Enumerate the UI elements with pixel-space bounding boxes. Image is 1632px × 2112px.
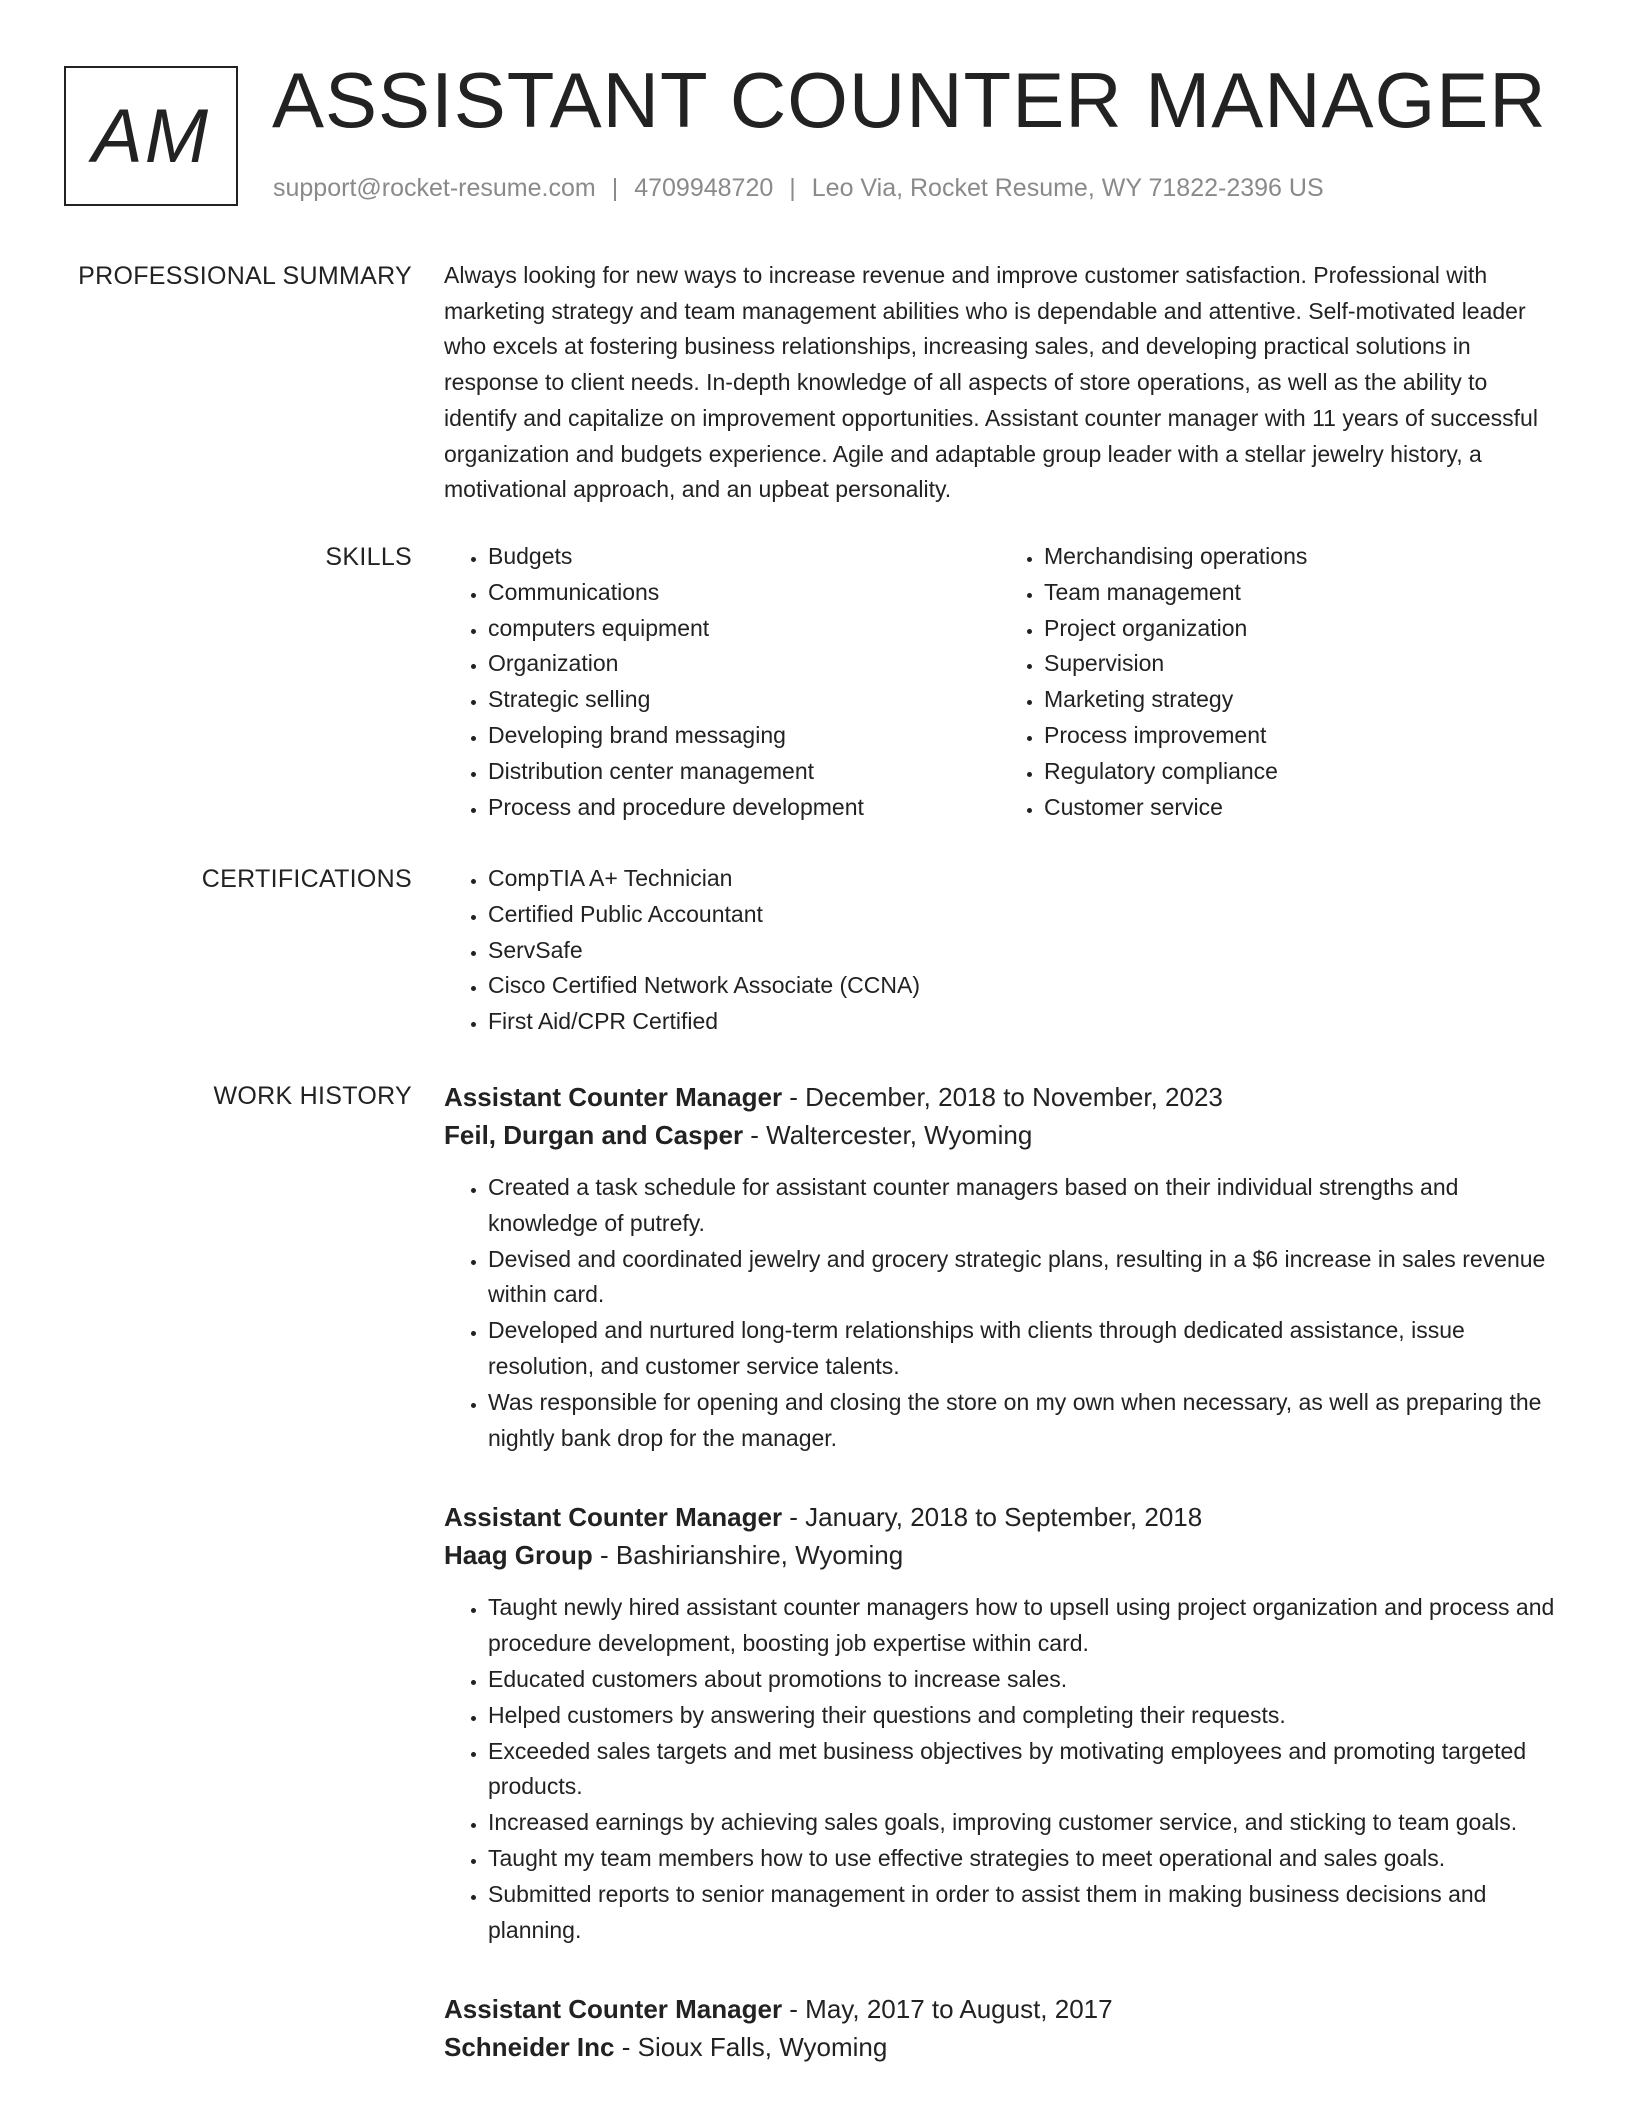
certification-item: • ServSafe (488, 933, 1556, 969)
section-title-skills: SKILLS (325, 543, 412, 571)
skill-item: • Strategic selling (488, 682, 1000, 718)
contact-address: Leo Via, Rocket Resume, WY 71822-2396 US (811, 174, 1324, 202)
skills-list-right (1000, 539, 1556, 825)
job-company: Haag Group (444, 1540, 593, 1571)
resume-title: ASSISTANT COUNTER MANAGER (272, 56, 1547, 144)
job-bullet: • Taught my team members how to use effective strategies to meet operational and sales goals. (488, 1841, 1556, 1877)
skill-item: • Team management (1044, 575, 1556, 611)
job-bullet: • Submitted reports to senior management in order to assist them in making business decisions and planning. (488, 1877, 1556, 1949)
job-entry (444, 1990, 1556, 2066)
contact-separator: | (611, 174, 619, 202)
job-bullet: • Devised and coordinated jewelry and grocery strategic plans, resulting in a $6 increase in sales revenue within card. (488, 1242, 1556, 1314)
skill-item: • Communications (488, 575, 1000, 611)
certification-item: • Certified Public Accountant (488, 897, 1556, 933)
job-bullet: • Was responsible for opening and closing the store on my own when necessary, as well as preparing the nightly bank drop for the manager. (488, 1385, 1556, 1457)
certification-item: • CompTIA A+ Technician (488, 861, 1556, 897)
job-bullet: • Increased earnings by achieving sales goals, improving customer service, and sticking to team goals. (488, 1805, 1556, 1841)
job-dates: - May, 2017 to August, 2017 (782, 1994, 1113, 2025)
contact-email[interactable]: support@rocket-resume.com (273, 174, 596, 202)
job-bullet: • Helped customers by answering their questions and completing their requests. (488, 1698, 1556, 1734)
job-location: - Bashirianshire, Wyoming (592, 1540, 904, 1571)
job-entry (444, 1498, 1556, 1948)
summary-text: Always looking for new ways to increase revenue and improve customer satisfaction. Professional with marketing strategy and team management abilities who is dependable and attentive. Self-motivated leader who excels at fostering business relationships, increasing sales, and developing practical solutions in response to client needs. In-depth knowledge of all aspects of store operations, as well as the ability to identify and capitalize on improvement opportunities. Assistant counter manager with 11 years of successful organization and budgets experience. Agile and adaptable group leader with a stellar jewelry history, a motivational approach, and an upbeat personality. (444, 262, 1538, 503)
job-bullet: • Developed and nurtured long-term relationships with clients through dedicated assistance, issue resolution, and customer service talents. (488, 1313, 1556, 1385)
job-location: - Sioux Falls, Wyoming (614, 2032, 888, 2063)
job-bullet: • Taught newly hired assistant counter managers how to upsell using project organization and process and procedure development, boosting job expertise within card. (488, 1590, 1556, 1662)
skill-item: • Distribution center management (488, 754, 1000, 790)
job-dates: - January, 2018 to September, 2018 (782, 1502, 1203, 1533)
job-role-line (444, 1078, 1556, 1116)
contact-line (273, 174, 1324, 203)
job-bullet: • Exceeded sales targets and met business objectives by motivating employees and promoting targeted products. (488, 1734, 1556, 1806)
section-title-summary: PROFESSIONAL SUMMARY (78, 262, 412, 290)
contact-separator: | (789, 174, 796, 202)
job-role-line (444, 1990, 1556, 2028)
certifications-list (444, 861, 1556, 1040)
skill-item: • Supervision (1044, 646, 1556, 682)
job-role: Assistant Counter Manager (444, 1502, 783, 1533)
skill-item: • Project organization (1044, 611, 1556, 647)
certification-item: • First Aid/CPR Certified (488, 1004, 1556, 1040)
skills-list-left (444, 539, 1000, 825)
skill-item: • Budgets (488, 539, 1000, 575)
job-company: Schneider Inc (444, 2032, 615, 2063)
contact-phone[interactable]: 4709948720 (634, 174, 774, 202)
job-company: Feil, Durgan and Casper (444, 1120, 744, 1150)
skill-item: • Process and procedure development (488, 790, 1000, 826)
section-title-work-history: WORK HISTORY (213, 1082, 412, 1110)
section-title-certifications: CERTIFICATIONS (201, 865, 412, 893)
job-company-line (444, 1536, 1556, 1574)
skill-item: • Process improvement (1044, 718, 1556, 754)
job-entry (444, 1078, 1556, 1456)
job-bullet: • Educated customers about promotions to increase sales. (488, 1662, 1556, 1698)
skill-item: • Merchandising operations (1044, 539, 1556, 575)
skill-item: • Regulatory compliance (1044, 754, 1556, 790)
skill-item: • Marketing strategy (1044, 682, 1556, 718)
certification-item: • Cisco Certified Network Associate (CCNA) (488, 968, 1556, 1004)
job-company-line (444, 1116, 1556, 1154)
job-location: - Waltercester, Wyoming (743, 1120, 1033, 1150)
job-dates: - December, 2018 to November, 2023 (782, 1082, 1223, 1112)
job-role-line (444, 1498, 1556, 1536)
job-role: Assistant Counter Manager (444, 1994, 783, 2025)
job-company-line (444, 2028, 1556, 2066)
skill-item: • Organization (488, 646, 1000, 682)
skill-item: • Developing brand messaging (488, 718, 1000, 754)
skill-item: • Customer service (1044, 790, 1556, 826)
monogram-logo: AM (64, 66, 238, 206)
skill-item: • computers equipment (488, 611, 1000, 647)
job-bullet: • Created a task schedule for assistant counter managers based on their individual strengths and knowledge of putrefy. (488, 1170, 1556, 1242)
job-role: Assistant Counter Manager (444, 1082, 783, 1112)
job-bullets (444, 1590, 1556, 1948)
job-bullets (444, 1170, 1556, 1456)
